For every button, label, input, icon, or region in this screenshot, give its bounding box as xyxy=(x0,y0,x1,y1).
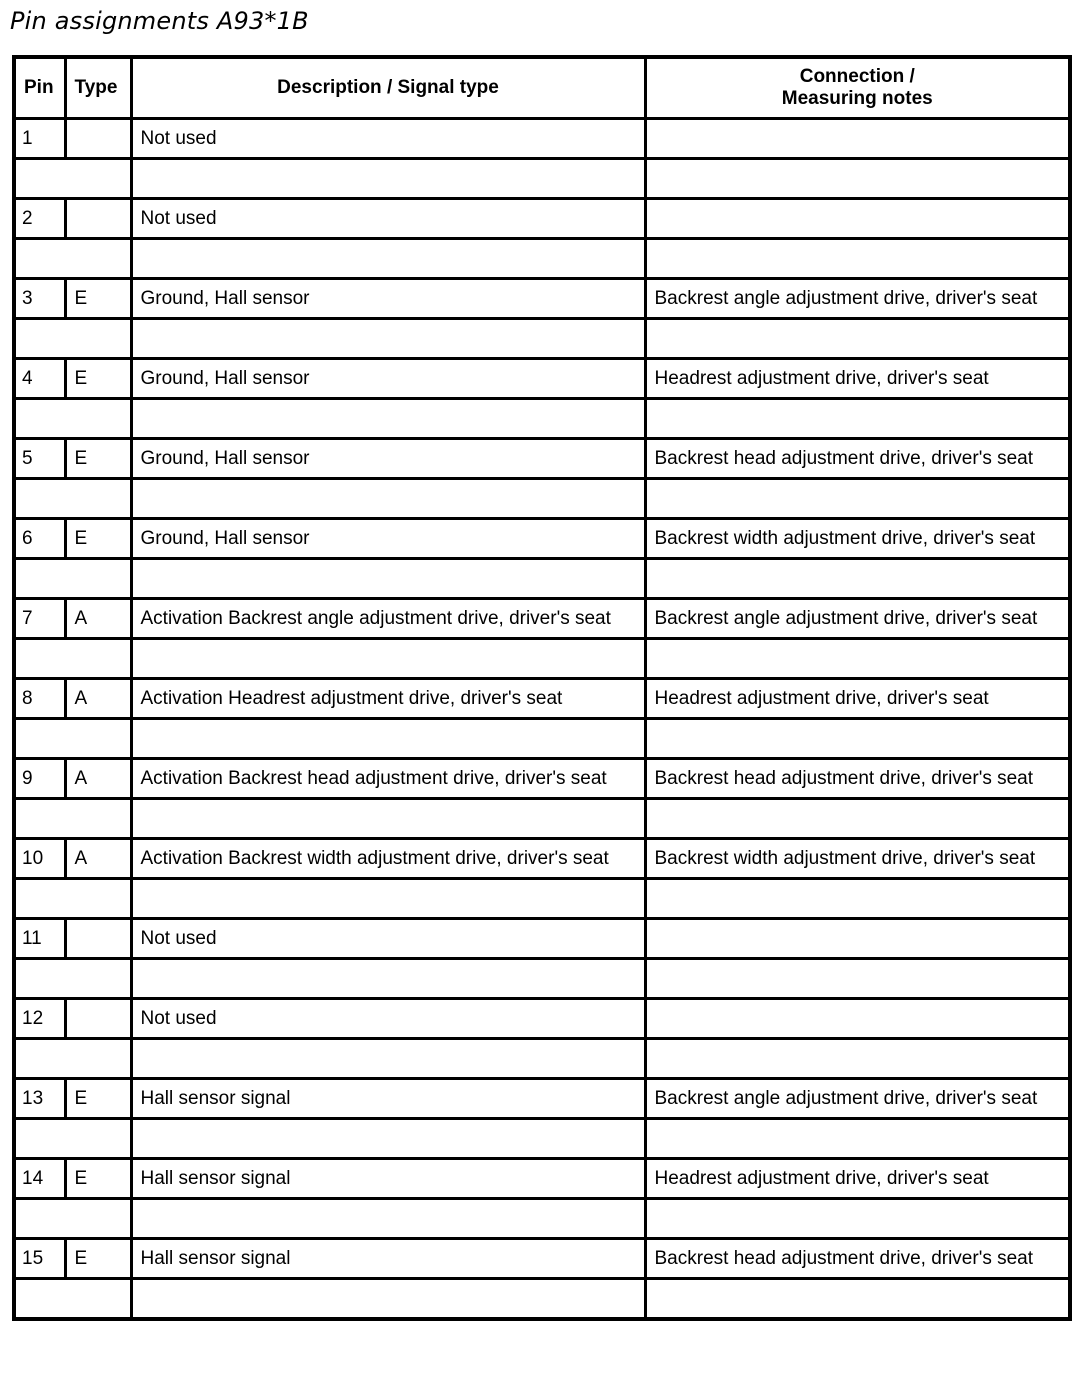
pin-cell: 10 xyxy=(14,839,65,879)
pin-cell: 4 xyxy=(14,359,65,399)
spacer-cell-description xyxy=(131,399,645,439)
pin-cell: 5 xyxy=(14,439,65,479)
type-cell: A xyxy=(65,759,131,799)
table-row xyxy=(14,439,1070,479)
header-row xyxy=(14,57,1070,119)
table-row xyxy=(14,519,1070,559)
spacer-row xyxy=(14,1279,1070,1320)
type-cell: E xyxy=(65,279,131,319)
pin-cell: 3 xyxy=(14,279,65,319)
connection-cell: Headrest adjustment drive, driver's seat xyxy=(645,679,1070,719)
description-cell: Activation Backrest angle adjustment drive, driver's seat xyxy=(131,599,645,639)
pin-cell: 7 xyxy=(14,599,65,639)
type-cell xyxy=(65,199,131,239)
table-row xyxy=(14,1239,1070,1279)
connection-cell: Backrest head adjustment drive, driver's seat xyxy=(645,759,1070,799)
type-cell: E xyxy=(65,1079,131,1119)
spacer-row xyxy=(14,399,1070,439)
table-row xyxy=(14,759,1070,799)
spacer-cell-connection xyxy=(645,1199,1070,1239)
spacer-row xyxy=(14,239,1070,279)
description-cell: Not used xyxy=(131,999,645,1039)
spacer-row xyxy=(14,959,1070,999)
spacer-cell-pin-type xyxy=(14,1279,131,1320)
header-connection-line1: Connection / xyxy=(799,66,915,87)
spacer-row xyxy=(14,479,1070,519)
table-row xyxy=(14,599,1070,639)
description-cell: Ground, Hall sensor xyxy=(131,359,645,399)
spacer-cell-connection xyxy=(645,959,1070,999)
spacer-cell-description xyxy=(131,159,645,199)
description-cell: Not used xyxy=(131,199,645,239)
spacer-cell-description xyxy=(131,879,645,919)
table-row xyxy=(14,359,1070,399)
spacer-row xyxy=(14,319,1070,359)
pin-cell: 13 xyxy=(14,1079,65,1119)
connection-cell: Backrest head adjustment drive, driver's seat xyxy=(645,1239,1070,1279)
spacer-row xyxy=(14,1039,1070,1079)
spacer-row xyxy=(14,559,1070,599)
spacer-cell-pin-type xyxy=(14,879,131,919)
type-cell: E xyxy=(65,439,131,479)
table-row xyxy=(14,679,1070,719)
description-cell: Not used xyxy=(131,919,645,959)
pin-assignment-table xyxy=(12,55,1072,1321)
description-cell: Activation Backrest width adjustment drive, driver's seat xyxy=(131,839,645,879)
spacer-cell-connection xyxy=(645,719,1070,759)
type-cell: A xyxy=(65,599,131,639)
table-row xyxy=(14,279,1070,319)
description-cell: Activation Headrest adjustment drive, driver's seat xyxy=(131,679,645,719)
connection-cell: Headrest adjustment drive, driver's seat xyxy=(645,1159,1070,1199)
table-row xyxy=(14,199,1070,239)
spacer-cell-connection xyxy=(645,1119,1070,1159)
header-type: Type xyxy=(65,57,131,119)
spacer-cell-connection xyxy=(645,399,1070,439)
spacer-cell-connection xyxy=(645,1039,1070,1079)
spacer-cell-description xyxy=(131,1279,645,1320)
spacer-cell-connection xyxy=(645,319,1070,359)
connection-cell: Headrest adjustment drive, driver's seat xyxy=(645,359,1070,399)
spacer-cell-pin-type xyxy=(14,799,131,839)
spacer-row xyxy=(14,159,1070,199)
pin-cell: 15 xyxy=(14,1239,65,1279)
pin-cell: 6 xyxy=(14,519,65,559)
spacer-row xyxy=(14,639,1070,679)
pin-cell: 8 xyxy=(14,679,65,719)
spacer-cell-description xyxy=(131,319,645,359)
header-connection-line2: Measuring notes xyxy=(781,88,933,109)
pin-cell: 1 xyxy=(14,119,65,159)
description-cell: Not used xyxy=(131,119,645,159)
spacer-row xyxy=(14,719,1070,759)
spacer-cell-connection xyxy=(645,639,1070,679)
spacer-cell-pin-type xyxy=(14,959,131,999)
spacer-cell-description xyxy=(131,1199,645,1239)
spacer-row xyxy=(14,799,1070,839)
pin-cell: 12 xyxy=(14,999,65,1039)
table-row xyxy=(14,999,1070,1039)
connection-cell xyxy=(645,119,1070,159)
pin-cell: 2 xyxy=(14,199,65,239)
spacer-row xyxy=(14,1119,1070,1159)
type-cell: A xyxy=(65,679,131,719)
spacer-cell-connection xyxy=(645,559,1070,599)
table-row xyxy=(14,119,1070,159)
spacer-cell-connection xyxy=(645,159,1070,199)
connection-cell: Backrest width adjustment drive, driver's seat xyxy=(645,519,1070,559)
spacer-cell-pin-type xyxy=(14,1039,131,1079)
type-cell xyxy=(65,999,131,1039)
spacer-cell-pin-type xyxy=(14,719,131,759)
pin-cell: 14 xyxy=(14,1159,65,1199)
pin-cell: 11 xyxy=(14,919,65,959)
spacer-cell-description xyxy=(131,1039,645,1079)
spacer-cell-description xyxy=(131,559,645,599)
header-pin: Pin xyxy=(14,57,65,119)
spacer-cell-connection xyxy=(645,479,1070,519)
connection-cell: Backrest head adjustment drive, driver's seat xyxy=(645,439,1070,479)
table-row xyxy=(14,839,1070,879)
spacer-cell-description xyxy=(131,1119,645,1159)
spacer-cell-pin-type xyxy=(14,1199,131,1239)
spacer-cell-pin-type xyxy=(14,319,131,359)
spacer-row xyxy=(14,879,1070,919)
spacer-cell-pin-type xyxy=(14,1119,131,1159)
spacer-row xyxy=(14,1199,1070,1239)
table-body xyxy=(14,119,1070,1320)
description-cell: Hall sensor signal xyxy=(131,1239,645,1279)
type-cell xyxy=(65,119,131,159)
spacer-cell-connection xyxy=(645,799,1070,839)
type-cell: E xyxy=(65,519,131,559)
table-row xyxy=(14,919,1070,959)
connection-cell: Backrest angle adjustment drive, driver's seat xyxy=(645,279,1070,319)
description-cell: Ground, Hall sensor xyxy=(131,279,645,319)
spacer-cell-description xyxy=(131,959,645,999)
spacer-cell-description xyxy=(131,799,645,839)
table-row xyxy=(14,1159,1070,1199)
spacer-cell-connection xyxy=(645,239,1070,279)
description-cell: Hall sensor signal xyxy=(131,1159,645,1199)
type-cell: E xyxy=(65,1159,131,1199)
connection-cell: Backrest angle adjustment drive, driver's seat xyxy=(645,599,1070,639)
description-cell: Ground, Hall sensor xyxy=(131,519,645,559)
type-cell: E xyxy=(65,1239,131,1279)
spacer-cell-description xyxy=(131,239,645,279)
type-cell: E xyxy=(65,359,131,399)
spacer-cell-pin-type xyxy=(14,559,131,599)
spacer-cell-pin-type xyxy=(14,159,131,199)
description-cell: Ground, Hall sensor xyxy=(131,439,645,479)
header-description: Description / Signal type xyxy=(131,57,645,119)
spacer-cell-description xyxy=(131,639,645,679)
connection-cell xyxy=(645,999,1070,1039)
header-connection xyxy=(645,57,1070,119)
spacer-cell-description xyxy=(131,479,645,519)
spacer-cell-connection xyxy=(645,879,1070,919)
spacer-cell-pin-type xyxy=(14,239,131,279)
spacer-cell-pin-type xyxy=(14,639,131,679)
spacer-cell-description xyxy=(131,719,645,759)
pin-cell: 9 xyxy=(14,759,65,799)
connection-cell: Backrest angle adjustment drive, driver's seat xyxy=(645,1079,1070,1119)
spacer-cell-pin-type xyxy=(14,479,131,519)
connection-cell: Backrest width adjustment drive, driver's seat xyxy=(645,839,1070,879)
page-title: Pin assignments A93*1B xyxy=(10,7,309,35)
type-cell: A xyxy=(65,839,131,879)
connection-cell xyxy=(645,919,1070,959)
table-row xyxy=(14,1079,1070,1119)
connection-cell xyxy=(645,199,1070,239)
description-cell: Hall sensor signal xyxy=(131,1079,645,1119)
spacer-cell-connection xyxy=(645,1279,1070,1320)
spacer-cell-pin-type xyxy=(14,399,131,439)
type-cell xyxy=(65,919,131,959)
description-cell: Activation Backrest head adjustment drive, driver's seat xyxy=(131,759,645,799)
